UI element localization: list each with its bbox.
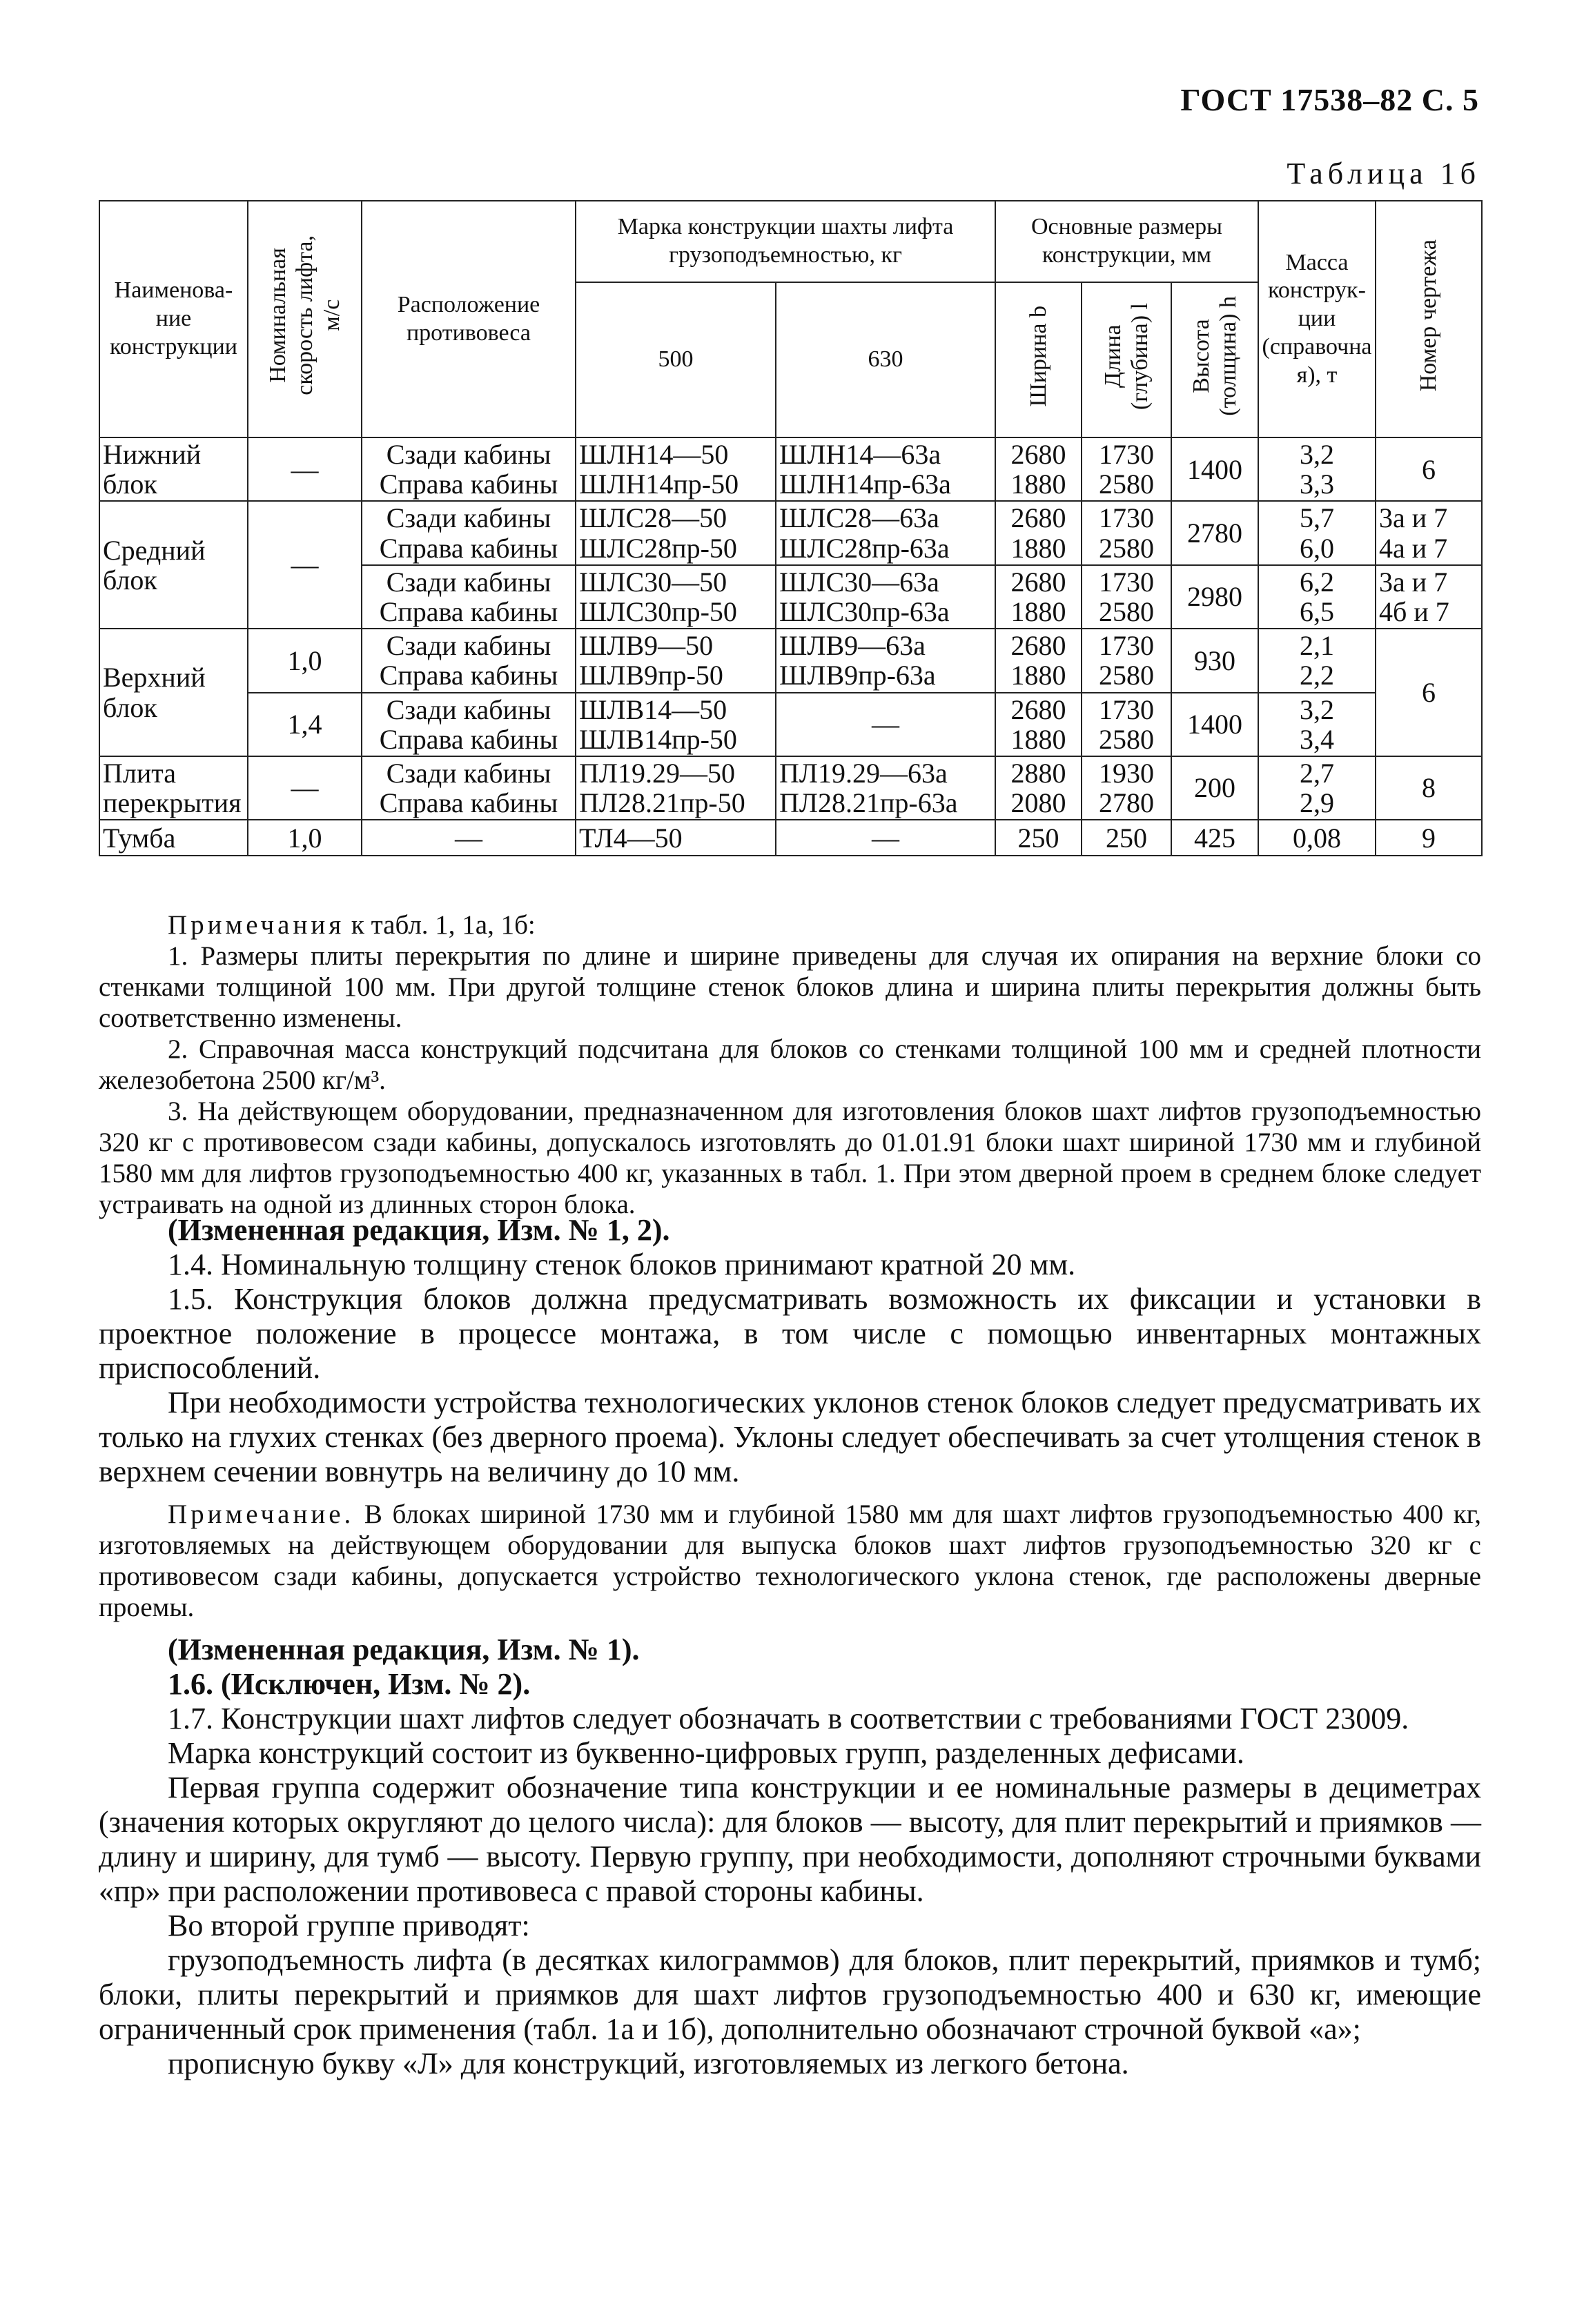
cell-name: Плита перекрытия [99, 756, 248, 820]
col-header-length: Длина (глубина) l [1082, 282, 1171, 437]
table-row [99, 501, 1482, 564]
col-header-500: 500 [576, 282, 776, 437]
cell-length: 1930 2780 [1082, 756, 1171, 820]
col-header-630: 630 [776, 282, 995, 437]
cell-counterweight: Сзади кабины Справа кабины [362, 756, 576, 820]
table-row [99, 437, 1482, 501]
cell-drawing: 6 [1376, 437, 1482, 501]
cell-mark-630: ПЛ19.29—63а ПЛ28.21пр-63а [776, 756, 995, 820]
cell-length: 1730 2580 [1082, 437, 1171, 501]
cell-drawing: 9 [1376, 820, 1482, 856]
cell-counterweight: — [362, 820, 576, 856]
col-header-height: Высота (толщина) h [1171, 282, 1258, 437]
body-text [99, 1213, 1481, 2081]
paragraph-1-7: 1.7. Конструкции шахт лифтов следует обозначать в соответствии с требованиями ГОСТ 23009. [168, 1702, 1409, 1735]
note-slope: Примечание. В блоках шириной 1730 мм и глубиной 1580 мм для шахт лифтов грузоподъемностью 400 кг, изготовляемых на действующем оборудовании для выпуска блоков шахт лифтов грузоподъемностью 320 кг с противовесом сзади кабины, допускается устройство технологического уклона стенок, где расположены дверные проемы. [99, 1499, 1481, 1622]
cell-name: Верхний блок [99, 629, 248, 756]
cell-height: 930 [1171, 629, 1258, 692]
cell-mass: 5,7 6,0 [1258, 501, 1376, 564]
table-row [99, 820, 1482, 856]
cell-mark-500: ШЛН14—50 ШЛН14пр-50 [576, 437, 776, 501]
cell-mark-630: ШЛН14—63а ШЛН14пр-63а [776, 437, 995, 501]
cell-width: 2680 1880 [995, 693, 1082, 756]
paragraph-1-4: 1.4. Номинальную толщину стенок блоков принимают кратной 20 мм. [168, 1248, 1076, 1281]
paragraph-1-7-mark: Марка конструкций состоит из буквенно-цифровых групп, разделенных дефисами. [168, 1736, 1244, 1770]
col-header-width: Ширина b [995, 282, 1082, 437]
table-row [99, 693, 1482, 756]
cell-speed: 1,0 [248, 629, 362, 692]
cell-length: 250 [1082, 820, 1171, 856]
cell-mark-630: ШЛС28—63а ШЛС28пр-63а [776, 501, 995, 564]
note-2: 2. Справочная масса конструкций подсчитана для блоков со стенками толщиной 100 мм и средней плотности железобетона 2500 кг/м³. [99, 1034, 1481, 1095]
cell-drawing: 8 [1376, 756, 1482, 820]
cell-name: Средний блок [99, 501, 248, 629]
col-header-name: Наименова- ние конструкции [99, 201, 248, 437]
cell-height: 2780 [1171, 501, 1258, 564]
cell-mass: 0,08 [1258, 820, 1376, 856]
cell-mark-500: ШЛС30—50 ШЛС30пр-50 [576, 565, 776, 629]
cell-speed: — [248, 756, 362, 820]
cell-mark-630: — [776, 820, 995, 856]
cell-mass: 3,2 3,3 [1258, 437, 1376, 501]
cell-length: 1730 2580 [1082, 693, 1171, 756]
notes-heading: Примечания к табл. 1, 1а, 1б: [168, 910, 536, 940]
col-header-speed: Номинальная скорость лифта, м/с [248, 201, 362, 437]
paragraph-1-7-second-group: Во второй группе приводят: [168, 1909, 530, 1942]
table-row [99, 629, 1482, 692]
cell-mass: 6,2 6,5 [1258, 565, 1376, 629]
cell-length: 1730 2580 [1082, 501, 1171, 564]
table-row [99, 756, 1482, 820]
cell-counterweight: Сзади кабины Справа кабины [362, 437, 576, 501]
cell-height: 1400 [1171, 693, 1258, 756]
cell-mark-500: ТЛ4—50 [576, 820, 776, 856]
cell-height: 425 [1171, 820, 1258, 856]
paragraph-1-7-letter-l: прописную букву «Л» для конструкций, изготовляемых из легкого бетона. [168, 2047, 1129, 2080]
cell-speed: 1,4 [248, 693, 362, 756]
cell-speed: — [248, 437, 362, 501]
col-header-dims-group: Основные размеры конструкции, мм [995, 201, 1258, 282]
cell-width: 2680 1880 [995, 565, 1082, 629]
cell-mark-630: — [776, 693, 995, 756]
cell-counterweight: Сзади кабины Справа кабины [362, 693, 576, 756]
cell-length: 1730 2580 [1082, 565, 1171, 629]
cell-width: 2680 1880 [995, 437, 1082, 501]
page-header: ГОСТ 17538–82 С. 5 [1180, 82, 1479, 117]
cell-counterweight: Сзади кабины Справа кабины [362, 565, 576, 629]
specifications-table [99, 200, 1483, 856]
cell-drawing: 3а и 7 4а и 7 [1376, 501, 1482, 564]
col-header-mass: Масса конструк- ции (справочна я), т [1258, 201, 1376, 437]
amendment-note: (Измененная редакция, Изм. № 1, 2). [168, 1213, 670, 1247]
cell-name: Нижний блок [99, 437, 248, 501]
paragraph-1-5-slopes: При необходимости устройства технологических уклонов стенок блоков следует предусматривать их только на глухих стенках (без дверного проема). Уклоны следует обеспечивать за счет утолщения стенок в верхнем сечении вовнутрь на величину до 10 мм. [99, 1386, 1481, 1488]
cell-drawing: 6 [1376, 629, 1482, 756]
cell-speed: — [248, 501, 362, 629]
paragraph-1-7-capacity: грузоподъемность лифта (в десятках килограммов) для блоков, плит перекрытий, приямков и тумб; блоки, плиты перекрытий и приямков для шахт лифтов грузоподъемностью 400 и 630 кг, имеющие ограниченный срок применения (табл. 1а и 1б), дополнительно обозначают строчной буквой «а»; [99, 1943, 1481, 2046]
paragraph-1-5: 1.5. Конструкция блоков должна предусматривать возможность их фиксации и установки в проектное положение в процессе монтажа, в том числе с помощью инвентарных монтажных приспособлений. [99, 1282, 1481, 1385]
cell-mark-500: ШЛВ9—50 ШЛВ9пр-50 [576, 629, 776, 692]
paragraph-1-7-first-group: Первая группа содержит обозначение типа конструкции и ее номинальные размеры в дециметрах (значения которых округляют до целого числа): для блоков — высоту, для плит перекрытий и приямков — длину и ширину, для тумб — высоту. Первую группу, при необходимости, дополняют строчными буквами «пр» при расположении противовеса с правой стороны кабины. [99, 1771, 1481, 1908]
cell-speed: 1,0 [248, 820, 362, 856]
cell-width: 2880 2080 [995, 756, 1082, 820]
cell-counterweight: Сзади кабины Справа кабины [362, 629, 576, 692]
cell-mark-500: ШЛВ14—50 ШЛВ14пр-50 [576, 693, 776, 756]
col-header-mark-group: Марка конструкции шахты лифта грузоподъемностью, кг [576, 201, 995, 282]
cell-width: 2680 1880 [995, 629, 1082, 692]
cell-width: 2680 1880 [995, 501, 1082, 564]
cell-height: 200 [1171, 756, 1258, 820]
note-3: 3. На действующем оборудовании, предназначенном для изготовления блоков шахт лифтов грузоподъемностью 320 кг с противовесом сзади кабины, допускалось изготовлять до 01.01.91 блоки шахт шириной 1730 мм и глубиной 1580 мм для лифтов грузоподъемностью 400 кг, указанных в табл. 1. При этом дверной проем в среднем блоке следует устраивать на одной из длинных сторон блока. [99, 1096, 1481, 1219]
cell-mark-500: ШЛС28—50 ШЛС28пр-50 [576, 501, 776, 564]
cell-height: 2980 [1171, 565, 1258, 629]
cell-name: Тумба [99, 820, 248, 856]
cell-mark-500: ПЛ19.29—50 ПЛ28.21пр-50 [576, 756, 776, 820]
cell-mark-630: ШЛС30—63а ШЛС30пр-63а [776, 565, 995, 629]
note-1: 1. Размеры плиты перекрытия по длине и ширине приведены для случая их опирания на верхние блоки со стенками толщиной 100 мм. При другой толщине стенок блоков длина и ширина плиты перекрытия должны быть соответственно изменены. [99, 941, 1481, 1033]
cell-mark-630: ШЛВ9—63а ШЛВ9пр-63а [776, 629, 995, 692]
table-caption: Таблица 1б [1287, 157, 1480, 190]
cell-mass: 3,2 3,4 [1258, 693, 1376, 756]
table-notes [99, 909, 1481, 1220]
cell-mass: 2,7 2,9 [1258, 756, 1376, 820]
cell-width: 250 [995, 820, 1082, 856]
paragraph-1-6: 1.6. (Исключен, Изм. № 2). [168, 1667, 531, 1701]
col-header-counterweight: Расположение противовеса [362, 201, 576, 437]
amendment-note-2: (Измененная редакция, Изм. № 1). [168, 1633, 640, 1666]
cell-height: 1400 [1171, 437, 1258, 501]
cell-counterweight: Сзади кабины Справа кабины [362, 501, 576, 564]
cell-mass: 2,1 2,2 [1258, 629, 1376, 692]
cell-drawing: 3а и 7 4б и 7 [1376, 565, 1482, 629]
col-header-drawing: Номер чертежа [1376, 201, 1482, 437]
cell-length: 1730 2580 [1082, 629, 1171, 692]
